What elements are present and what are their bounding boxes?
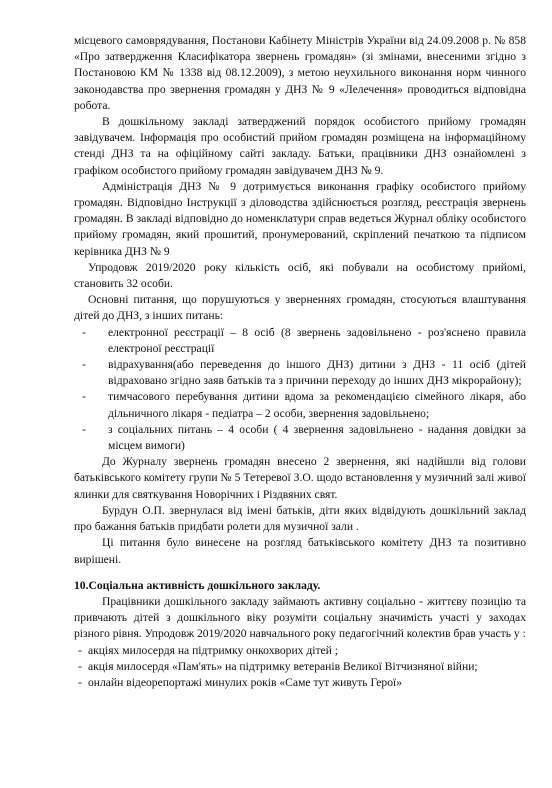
paragraph-social-activity: Працівники дошкільного закладу займають активну соціально - життєву позицію та привчають дітей з дошкільного віку розуміти соціальну значимість участі у заходах різного рівня. Упродовж 2019/2020 навчального року педагогічний колектив брав участь у : [74, 594, 526, 641]
dash-marker: - [82, 358, 86, 372]
paragraph-resolution: Ці питання було винесене на розгляд батьківського комітету ДНЗ та позитивно вирішені. [74, 536, 526, 566]
paragraph-administration: Адміністрація ДНЗ № 9 дотримується виконання графіку особистого прийому громадян. Відповідно Інструкції з діловодства здійснюється розгляд, реєстрація звернень громадян. В закладі відповідно до номенклатури справ ведеться Журнал обліку особистого прийому громадян, який прошитий, пронумерований, скріплений печаткою та підписом керівника ДНЗ № 9 [74, 179, 526, 258]
list-item: - тимчасового перебування дитини вдома за рекомендацією сімейного лікаря, або дільничного лікаря - педіатра – 2 особи, звернення задовільнено; [82, 390, 526, 420]
dash-marker: - [78, 643, 82, 657]
activities-list [74, 643, 526, 692]
dash-marker: - [82, 390, 86, 404]
dash-marker: - [78, 659, 82, 673]
list-item: - відрахування(або переведення до іншого ДНЗ) дитини з ДНЗ - 11 осіб (дітей відраховано згідно заяв батьків та з причини переходу до інших ДНЗ мікрорайону); [82, 358, 526, 388]
dash-marker: - [82, 422, 86, 436]
list-item: - онлайн відеорепортажі минулих років «Саме тут живуть Герої» [74, 675, 526, 691]
paragraph-journal: До Журналу звернень громадян внесено 2 звернення, які надійшли від голови батьківського комітету групи № 5 Тетеревої З.О. щодо встановлення у музичний залі живої ялинки для святкування Новорічних і Різдвяних свят. [74, 455, 526, 501]
section-heading: 10.Соціальна активність дошкільного закладу. [74, 578, 321, 592]
list-item: - електронної реєстрації – 8 осіб (8 звернень задовільнено - роз'яснено правила електроної реєстрації [82, 325, 526, 355]
issues-list [74, 325, 526, 455]
paragraph-reception-order: В дошкільному закладі затверджений порядок особистого прийому громадян завідувачем. Інформація про особистий прийом громадян розміщена на інформаційному стенді ДНЗ та на офіційному сайті закладу. Батьки, працівники ДНЗ ознайомлені з графіком особистого прийому громадян завідувачем ДНЗ № 9. [74, 115, 526, 177]
paragraph-main-issues: Основні питання, що порушуються у зверненнях громадян, стосуються влаштування дітей до ДНЗ, з інших питань: [74, 293, 526, 323]
paragraph-visitors-count: Упродовж 2019/2020 року кількість осіб, які побували на особистому прийомі, становить 32 особи. [74, 260, 526, 291]
dash-marker: - [82, 325, 86, 339]
list-item: - акція милосердя «Пам'ять» на підтримку ветеранів Великої Вітчизняної війни; [74, 659, 526, 675]
paragraph-legal-basis: місцевого самоврядування, Постанови Кабінету Міністрів України від 24.09.2008 р. № 858 «Про затвердження Класифікатора звернень громадян» (зі змінами, внесеними згідно з Постановою КМ № 1338 від 08.12.2009), з метою неухильного виконання норм чинного законодавства про звернення громадян у ДНЗ № 9 «Лелечення» проводиться відповідна робота. [74, 34, 526, 112]
list-item: - з соціальних питань – 4 особи ( 4 звернення задовільнено - надання довідки за місцем вимоги) [82, 422, 526, 453]
list-item: - акціях милосердя на підтримку онкохворих дітей ; [74, 643, 526, 659]
document-page [74, 33, 526, 691]
dash-marker: - [78, 675, 82, 689]
paragraph-burdun: Бурдун О.П. звернулася від імені батьків, діти яких відвідують дошкільний заклад про бажання батьків придбати ролети для музичної зали . [74, 503, 526, 534]
section-gap [74, 568, 526, 578]
